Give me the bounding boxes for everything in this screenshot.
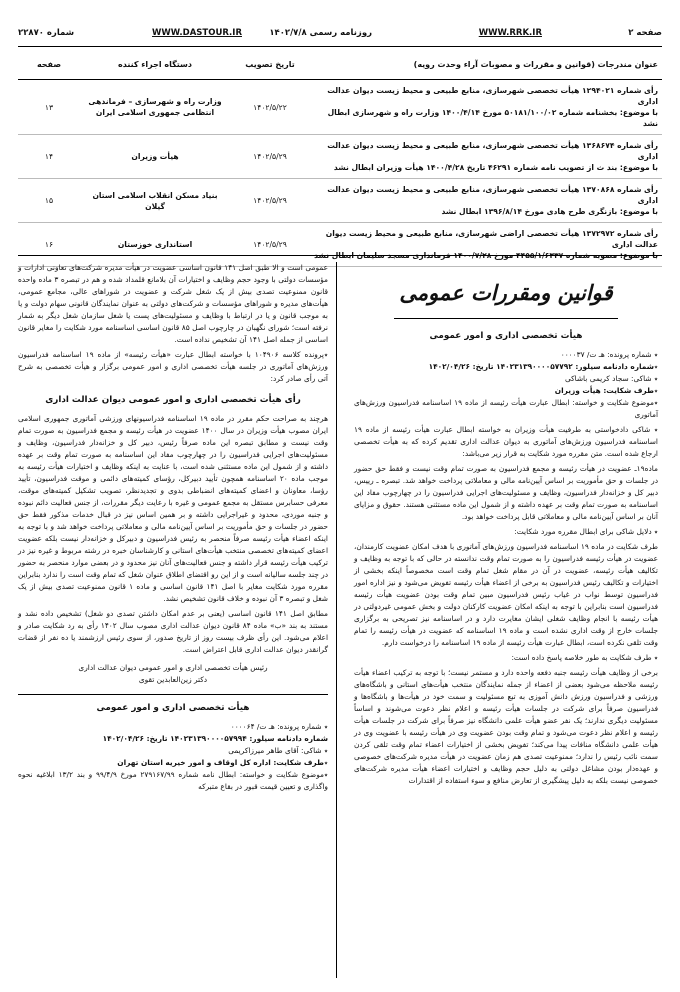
meta-line: ٭ شاکی: سجاد کریمی باشاکی	[564, 374, 658, 384]
page-header	[18, 28, 662, 44]
section-title: هیأت تخصصی اداری و امور عمومی	[96, 702, 250, 713]
paragraph: ٭ شاکی دادخواستی به طرفیت هیأت وزیران به خواسته ابطال عبارت هیأت رئیسه از ماده ۱۹ اساسنامه فدراسیون ورزش‌های آماتوری به دیوان عدالت اداری تقدیم کرده که به هیأت تخصصی ارجاع شده است. متن مقرره مورد شکایت به قرار زیر می‌باشد:	[354, 425, 658, 459]
column-divider	[336, 262, 337, 978]
row-date: ۱۴۰۲/۵/۲۹	[230, 223, 310, 267]
col-page-header: صفحه	[18, 50, 80, 80]
paragraph: ٭ طرف شکایت به طور خلاصه پاسخ داده است:	[511, 652, 658, 662]
col-org-header: دستگاه اجراء کننده	[80, 50, 230, 80]
page-number: صفحه ۲	[628, 28, 662, 38]
site-link-dastour[interactable]: WWW.DASTOUR.IR	[152, 28, 242, 38]
table-row	[18, 80, 662, 135]
case-meta	[18, 721, 328, 793]
section-logo: قوانین ومقررات عمومی	[399, 280, 613, 305]
paragraph: طرف شکایت در ماده ۱۹ اساسنامه فدراسیون ورزش‌های آماتوری با هدف امکان عضویت کارمندان، عضویت در هیأت رئیسه فدراسیون را به صورت تمام وقت ندانسته در حالی که با توجه به وظایف و تکالیف هیأت رئیسه، عضویت در آن در مقام شغل تمام وقت است مخصوصاً اینکه بخشی از اختیارات و تکالیف رئیس فدراسیون به برخی از اعضاء هیأت رئیسه تفویض می‌شود و نیز اداره امور فدراسیون توسط نواب در غیاب رئیس فدراسیون مبین تمام وقت بودن عضویت هیأت رئیسه فدراسیون است بنابراین با توجه به اینکه امکان عضویت کارکنان دولت و بخش عمومی غیردولتی در هیأت رئیسه با انجام وظایف شغلی ایشان مغایرت دارد و در اساسنامه نیز تصریحی به برگزاری جلسات خارج از وقت اداری نشده است و ماده ۱۹ اساسنامه که عضویت در هیأت رئیسه را تمام وقت تلقی نکرده است، ابطال عبارت هیأت رئیسه از ماده ۱۹ اساسنامه را درخواست دارم.	[354, 542, 659, 647]
row-page: ۱۶	[18, 223, 80, 267]
table-row	[18, 179, 662, 223]
meta-line: ٭ شاکی: آقای طاهر میرزاکریمی	[228, 745, 328, 755]
row-title-line: رأی شماره ۱۳۷۰۸۶۸ هیأت تخصصی شهرسازی، منابع طبیعی و محیط زیست دیوان عدالت اداری	[327, 185, 658, 205]
right-column	[354, 262, 658, 787]
row-date: ۱۴۰۲/۵/۲۹	[230, 179, 310, 223]
row-page: ۱۳	[18, 80, 80, 135]
paragraph: برخی از وظایف هیأت رئیسه جنبه دفعه واحده دارد و مستمر نیست؛ با توجه به ترکیب اعضاء هیأت رئیسه ملاحظه می‌شود بعضی از اعضاء از جمله نمایندگان منتخب هیأت‌های استانی و باشگاه‌های ورزشی و فدراسیون ورزش دانش آموزی به تبع مسئولیت و سمت خود در هیأت‌ها و باشگاه‌ها و فدراسیون صرفاً برای شرکت در جلسات هیأت رئیسه و اعلام نظر دعوت می‌شوند و اساساً مسئولیت دیگری ندارند؛ یک نفر عضو هیأت علمی دانشگاه نیز صرفاً برای شرکت در جلسات هیأت رئیسه و اعلام نظر دعوت می‌شود و تمام وقت بودن عضویت وی در هیأت رئیسه با عضویت وی در هیأت علمی دانشگاه منافات پیدا می‌کند؛ تفویض بخشی از اختیارات اعضاء تمام وقت تلقی کردن سمت نائب رئیس را ندارد؛ ممنوعیت تصدی هم زمان عضویت در هیأت مدیره شرکت‌های خصوصی و عهده‌دار بودن مشاغل دولتی به دلیل حجم وظایف و اختیارات اعضاء هیأت مدیره شرکت‌های خصوصی نیست بلکه به دلیل پیشگیری از تعارض منافع و سوء استفاده از اقتدارات	[354, 667, 658, 785]
row-org: بنیاد مسکن انقلاب اسلامی استان گیلان	[80, 179, 230, 223]
case-meta	[354, 349, 658, 421]
paragraph: ٭پرونده کلاسه ۱۰۴۹۰۶ با خواسته ابطال عبارت «هیأت رئیسه» از ماده ۱۹ اساسنامه فدراسیون ورزش‌های آماتوری در جلسه هیأت تخصصی اداری و امور عمومی برگزار و هیأت تخصصی به شرح آتی رأی صادر کرد:	[18, 349, 328, 383]
row-page: ۱۴	[18, 135, 80, 179]
meta-line: ٭طرف شکایت: اداره کل اوقاف و امور خیریه استان تهران	[117, 757, 328, 767]
meta-line: ٭طرف شکایت: هیأت وزیران	[554, 386, 658, 396]
signature-title: رئیس هیأت تخصصی اداری و امور عمومی دیوان عدالت اداری	[78, 662, 268, 672]
col-date-header: تاریخ تصویب	[230, 50, 310, 80]
left-column	[18, 262, 328, 793]
meta-line: ٭موضوع شکایت و خواسته: ابطال عبارت هیأت رئیسه از ماده ۱۹ اساسنامه فدراسیون ورزش‌های آماتوری	[354, 398, 658, 420]
meta-line: شماره دادنامه سیلور: ۱۴۰۲۳۱۳۹۰۰۰۰۵۷۹۹۴ تاریخ: ۱۴۰۲/۰۴/۲۶	[102, 733, 328, 743]
row-title-line: با موضوع: بازنگری طرح هادی مورخ ۱۳۹۶/۸/۱۴ ابطال نشد	[441, 207, 658, 216]
paragraph: ٭ دلایل شاکی برای ابطال مقرره مورد شکایت:	[514, 527, 658, 537]
row-page: ۱۵	[18, 179, 80, 223]
row-org: استانداری خوزستان	[80, 223, 230, 267]
row-title	[310, 80, 662, 135]
meta-line: ٭موضوع شکایت و خواسته: ابطال نامه شماره ۲۷۹۱۶۷/۹۹ مورخ ۹۹/۴/۹ و بند ۱۳/۲ ابلاغیه نحوه واگذاری و تعیین قیمت قبور در بقاع متبرکه	[18, 769, 328, 791]
row-org: هیأت وزیران	[80, 135, 230, 179]
row-org: وزارت راه و شهرسازی – فرماندهی انتظامی جمهوری اسلامی ایران	[80, 80, 230, 135]
paragraph: عمومی است و الا طبق اصل ۱۴۱ قانون اساسی عضویت در هیأت مدیره شرکت‌های تعاونی ادارات و مؤسسات دولتی با وجود حجم وظایف و اختیارات آن بلامانع قلمداد شده و هم در تبصره ۳ ماده واحده قانون ممنوعیت تصدی بیش از یک شغل شرکت و عضویت در شوراهای عالی، مجامع عمومی، هیأت‌های مدیره و شوراهای مؤسسات و شرکت‌های دولتی به عنوان نمایندگان قانونی سهام دولت و یا به موجب قانون و یا در ارتباط با وظایف و مسئولیت‌های پست یا شغل سازمان شغل دیگر به شمار نرفته است؛ شورای نگهبان در چارچوب اصل ۸۵ قانون اساسی اساسنامه مورد شکایت را مغایر قانون اساسی از جمله اصل ۱۴۱ آن تشخیص نداده است.	[18, 263, 329, 344]
paragraph: مطابق اصل ۱۴۱ قانون اساسی (یعنی بر عدم امکان داشتن تصدی دو شغل) تشخیص داده نشد و مستند به بند «ب» ماده ۸۴ قانون دیوان عدالت اداری مصوب سال ۱۴۰۲ رأی به رد شکایت صادر و اعلام می‌شود. این رأی ظرف بیست روز از تاریخ صدور، از سوی رئیس ارزشمند یا ده نفر از قضات گرانقدر دیوان عدالت اداری قابل اعتراض است.	[18, 608, 328, 654]
site-link-rrk[interactable]: WWW.RRK.IR	[478, 28, 542, 38]
table-row	[18, 223, 662, 267]
contents-table	[18, 50, 662, 267]
row-title-line: با موضوع: بخشنامه شماره ۵۰۱۸۱/۱۰۰/۰۲ مورخ ۱۴۰۰/۴/۱۴ وزارت راه و شهرسازی ابطال نشد	[327, 108, 658, 128]
contents-bottom-rule	[18, 255, 662, 256]
row-title	[310, 135, 662, 179]
meta-line: ٭شماره دادنامه سیلور: ۱۴۰۲۳۱۳۹۰۰۰۰۵۷۷۹۲ تاریخ: ۱۴۰۲/۰۴/۲۶	[428, 362, 658, 372]
contents-header-row	[18, 50, 662, 80]
section-rule	[18, 694, 328, 695]
row-title	[310, 223, 662, 267]
meta-line: ٭ شماره پرونده: هـ ت/ ۰۰۰۰۶۴	[230, 722, 328, 731]
row-date: ۱۴۰۲/۵/۲۲	[230, 80, 310, 135]
ruling-title: رأی هیأت تخصصی اداری و امور عمومی دیوان عدالت اداری	[45, 394, 301, 405]
row-title-line: رأی شماره ۱۲۹۴۰۲۱ هیأت تخصصی شهرسازی، منابع طبیعی و محیط زیست دیوان عدالت اداری	[327, 86, 658, 106]
row-title-line: با موضوع: بند ث از تصویب نامه شماره ۴۶۲۹۱ تاریخ ۱۴۰۰/۴/۲۸ هیأت وزیران ابطال نشد	[333, 163, 658, 172]
row-title-line: با موضوع: مصوبه شماره ۴۴۵۵/۱/۶۳۳۷ مورخ ۱۴۰۰/۷/۲۸ فرمانداری مسجد سلیمان ابطال نشد	[314, 251, 658, 260]
paragraph: ماده۱۹ـ عضویت در هیأت رئیسه و مجمع فدراسیون به صورت تمام وقت نیست و فقط حق حضور در جلسات و حق مأموریت بر اساس آیین‌نامه مالی و معاملاتی پرداخت خواهد شد. تبصره ـ رییس، دبیر کل و خزانه‌دار فدراسیون، وظایف و مسئولیت‌های اجرایی فدراسیون را در چهارچوب مفاد این اساسنامه به صورت تمام وقت بر عهده داشته و از شمول این ماده مستثنی هستند. حقوق و مزایای آنان بر اساس آیین‌نامه مالی و معاملاتی قابل پرداخت خواهد بود.	[354, 464, 658, 522]
col-title-header: عنوان مندرجات (قوانین و مقررات و مصوبات آراء وحدت رویه)	[310, 50, 662, 80]
row-title-line: رأی شماره ۱۳۷۲۹۷۲ هیأت تخصصی اراضی شهرسازی، منابع طبیعی و محیط زیست دیوان عدالت اداری	[325, 229, 658, 249]
logo-rule	[394, 318, 618, 319]
meta-line: ٭ شماره پرونده: هـ ت/ ۰۰۰۰۳۷	[560, 350, 658, 360]
paragraph: هرچند به صراحت حکم مقرر در ماده ۱۹ اساسنامه فدراسیونهای ورزشی آماتوری جمهوری اسلامی ایران مصوب هیأت وزیران در سال ۱۴۰۰ عضویت در هیأت رئیسه و مجمع فدراسیون به صورت تمام وقت نیست و مطابق تبصره این ماده صرفاً رئیس، دبیر کل و خزانه‌دار فدراسیون، وظایف و مسئولیت‌های اجرایی فدراسیون را در چهارچوب مفاد این اساسنامه به صورت تمام وقت بر عهده داشته و از شمول این ماده مستثنی شده است، با عنایت به اینکه وظایف و اختیارات هیأت رئیسه به موجب ماده ۲۰ اساسنامه همچون تأیید دبیرکل، رؤسای کمیته‌های دائمی و موقت فدراسیون، تأیید رؤسا، معاونان و اعضای کمیته‌های انضباطی بدوی و تجدیدنظر، تصویب تشکیل کمیته‌های موقت، معرفی حسابرس مستقل به مجمع عمومی و غیره با رعایت دیگر مقررات، از جنس فعالیت دائم نبوده و جنبه موردی، محدود و غیراجرایی داشته و بر همین اساس نیز در قبال خدمات مذکور فقط حق حضور در جلسات و حق مأموریت بر اساس آیین‌نامه مالی و معاملاتی پرداخت خواهد شد و با توجه به اینکه اعضاء هیأت رئیسه صرفاً منحصر به رئیس فدراسیون و دبیرکل و خزانه‌دار نیست بلکه عضویت اعضای کمیته‌های تخصصی منتخب هیأت‌های استانی و کارشناسان خبره در رشته مربوط و غیره نیز در ترکیب هیأت رئیسه قرار داشته و جنس فعالیت‌های آنان نیز محدود و در بعضی موارد منحصر به حضور در چند جلسه سالیانه است و از این رو اقتضای اطلاق عنوان شغل که تمام وقت است را ندارد بنابراین مقرره مورد شکایت مغایر با اصل ۱۴۱ قانون اساسی و ماده ۱ قانون ممنوعیت تصدی بیش از یک شغل و تبصره ۳ آن نبوده و خلاف قانون تشخیص نشد.	[18, 414, 328, 603]
row-title	[310, 179, 662, 223]
signature-name: دکتر زین‌العابدین تقوی	[138, 674, 208, 684]
issue-number: شماره ۲۲۸۷۰	[18, 28, 75, 38]
row-title-line: رأی شماره ۱۳۶۸۶۷۴ هیأت تخصصی شهرسازی، منابع طبیعی و محیط زیست دیوان عدالت اداری	[327, 141, 658, 161]
issue-date: روزنامه رسمی ۱۴۰۲/۷/۸	[269, 28, 372, 38]
row-date: ۱۴۰۲/۵/۲۹	[230, 135, 310, 179]
table-row	[18, 135, 662, 179]
header-rule	[18, 46, 662, 47]
section-title: هیأت تخصصی اداری و امور عمومی	[429, 331, 583, 342]
